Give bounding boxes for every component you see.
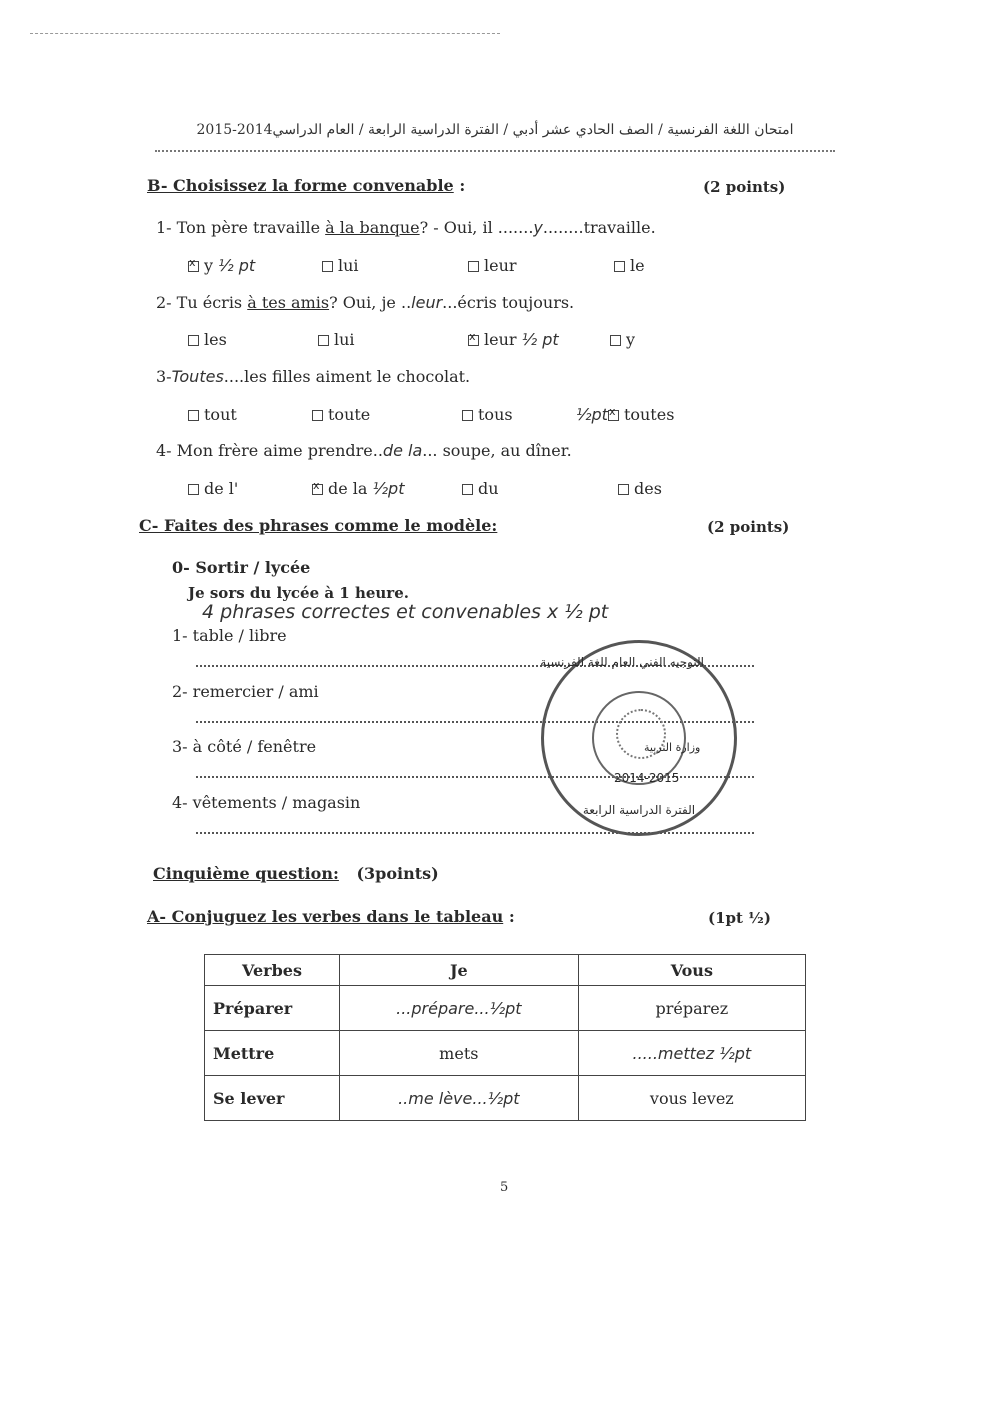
stamp-bottom-text: الفترة الدراسية الرابعة — [582, 803, 696, 817]
q4-text-before: 4- Mon frère aime prendre.. — [156, 441, 383, 460]
checkbox-icon[interactable] — [462, 484, 473, 495]
option-label: le — [630, 256, 645, 275]
option-label: tout — [204, 405, 237, 424]
official-stamp — [541, 640, 737, 836]
option-label: y — [204, 256, 214, 275]
q1-underlined: à la banque — [325, 218, 420, 237]
stamp-top-text: التوجيه الفني العام للغة الفرنسية — [540, 655, 704, 669]
conjugation-table — [204, 954, 806, 1121]
q3-option-1[interactable] — [188, 405, 237, 424]
q2-option-3[interactable] — [468, 330, 559, 349]
q1-text-before: 1- Ton père travaille — [156, 218, 326, 237]
q1-text-after: ? - Oui, il ....... — [419, 218, 534, 237]
section-b-colon: : — [459, 176, 466, 195]
option-label: toutes — [623, 405, 675, 424]
vous-cell: vous levez — [578, 1076, 805, 1121]
option-label: de l' — [204, 479, 239, 498]
checkbox-checked-icon[interactable] — [468, 335, 479, 346]
q1-option-2[interactable] — [322, 256, 359, 275]
q4-option-3[interactable] — [462, 479, 499, 498]
verb-cell: Mettre — [205, 1031, 340, 1076]
checkbox-icon[interactable] — [610, 335, 621, 346]
phrase-item-3: 3- à côté / fenêtre — [172, 737, 317, 756]
je-cell[interactable]: ..me lève...½pt — [340, 1076, 579, 1121]
option-label: y — [626, 330, 636, 349]
page-number: 5 — [500, 1180, 509, 1195]
section-a-points: (1pt ½) — [708, 909, 771, 927]
cinquieme-question — [153, 864, 439, 883]
vous-cell[interactable]: .....mettez ½pt — [578, 1031, 805, 1076]
option-label: leur — [484, 256, 517, 275]
section-b-title — [147, 176, 465, 195]
model-sentence: Je sors du lycée à 1 heure. — [188, 584, 409, 602]
q1-text-end: ........travaille. — [542, 218, 656, 237]
q1-option-1[interactable] — [188, 256, 255, 275]
table-row — [205, 1076, 806, 1121]
handwritten-grading-note: 4 phrases correctes et convenables x ½ pt — [202, 601, 609, 623]
checkbox-icon[interactable] — [468, 261, 479, 272]
question-1 — [156, 218, 656, 237]
phrase-item-4: 4- vêtements / magasin — [172, 793, 361, 812]
q3-option-4[interactable] — [576, 405, 674, 424]
q2-text-after: ? Oui, je .. — [329, 293, 412, 312]
table-row — [205, 986, 806, 1031]
checkbox-icon[interactable] — [188, 335, 199, 346]
header-divider — [155, 150, 835, 152]
stamp-year: 2014-2015 — [614, 771, 680, 785]
section-a-colon: : — [508, 907, 515, 926]
option-label: tous — [478, 405, 513, 424]
checkbox-icon[interactable] — [618, 484, 629, 495]
section-a-title — [147, 907, 515, 926]
checkbox-icon[interactable] — [462, 410, 473, 421]
q4-option-4[interactable] — [618, 479, 662, 498]
option-label: les — [204, 330, 227, 349]
option-label: des — [634, 479, 662, 498]
checkbox-icon[interactable] — [614, 261, 625, 272]
je-cell[interactable]: ...prépare...½pt — [340, 986, 579, 1031]
q3-mark: ½pt — [576, 405, 608, 424]
phrase-item-1: 1- table / libre — [172, 626, 287, 645]
q2-text-before: 2- Tu écris — [156, 293, 248, 312]
stamp-middle-text: وزارة التربية — [644, 741, 701, 754]
q4-text-end: ... soupe, au dîner. — [422, 441, 572, 460]
exam-header: امتحان اللغة الفرنسية / الصف الحادي عشر أدبي / الفترة الدراسية الرابعة / العام الدراسي2014-2015 — [196, 122, 794, 138]
cinquieme-title: Cinquième question: — [153, 864, 339, 883]
header-vous: Vous — [578, 955, 805, 986]
q4-option-2[interactable] — [312, 479, 404, 498]
scan-artifact-line — [30, 33, 500, 34]
q3-handwritten-answer: Toutes — [171, 367, 224, 386]
verb-cell: Préparer — [205, 986, 340, 1031]
checkbox-checked-icon[interactable] — [312, 484, 323, 495]
option-label: lui — [338, 256, 359, 275]
cinquieme-points: (3points) — [356, 864, 439, 883]
section-a-title-text: A- Conjuguez les verbes dans le tableau — [147, 907, 504, 926]
checkbox-checked-icon[interactable] — [188, 261, 199, 272]
q2-option-2[interactable] — [318, 330, 355, 349]
checkbox-icon[interactable] — [322, 261, 333, 272]
q3-option-2[interactable] — [312, 405, 370, 424]
model-label: 0- Sortir / lycée — [172, 558, 311, 577]
q1-mark: ½ pt — [218, 256, 256, 275]
option-label: du — [478, 479, 499, 498]
checkbox-icon[interactable] — [318, 335, 329, 346]
verb-cell: Se lever — [205, 1076, 340, 1121]
section-b-points: (2 points) — [703, 178, 786, 196]
option-label: toute — [328, 405, 371, 424]
section-c-title-text: C- Faites des phrases comme le modèle: — [139, 516, 498, 535]
header-verbes: Verbes — [205, 955, 340, 986]
q3-text-end: ....les filles aiment le chocolat. — [223, 367, 471, 386]
phrase-item-2: 2- remercier / ami — [172, 682, 319, 701]
je-cell: mets — [340, 1031, 579, 1076]
q1-handwritten-answer: y — [533, 218, 543, 237]
q3-option-3[interactable] — [462, 405, 513, 424]
q4-handwritten-answer: de la — [382, 441, 423, 460]
option-label: de la — [328, 479, 368, 498]
q4-mark: ½pt — [372, 479, 405, 498]
q2-mark: ½ pt — [521, 330, 559, 349]
q2-text-end: ...écris toujours. — [442, 293, 575, 312]
question-2 — [156, 293, 574, 312]
section-c-title — [139, 516, 497, 535]
q1-option-4[interactable] — [614, 256, 645, 275]
header-je: Je — [340, 955, 579, 986]
checkbox-icon[interactable] — [188, 484, 199, 495]
checkbox-icon[interactable] — [188, 410, 199, 421]
table-row — [205, 1031, 806, 1076]
section-c-points: (2 points) — [707, 518, 790, 536]
checkbox-icon[interactable] — [312, 410, 323, 421]
q2-handwritten-answer: leur — [411, 293, 443, 312]
q2-option-4[interactable] — [610, 330, 635, 349]
checkbox-checked-icon[interactable] — [608, 410, 619, 421]
answer-line-4[interactable] — [196, 831, 754, 834]
q3-text-before: 3- — [156, 367, 172, 386]
vous-cell: préparez — [578, 986, 805, 1031]
question-4 — [156, 441, 572, 460]
option-label: leur — [484, 330, 517, 349]
question-3 — [156, 367, 470, 386]
q1-option-3[interactable] — [468, 256, 517, 275]
option-label: lui — [334, 330, 355, 349]
table-header-row — [205, 955, 806, 986]
q2-option-1[interactable] — [188, 330, 227, 349]
q2-underlined: à tes amis — [247, 293, 330, 312]
q4-option-1[interactable] — [188, 479, 238, 498]
section-b-title-text: B- Choisissez la forme convenable — [147, 176, 454, 195]
